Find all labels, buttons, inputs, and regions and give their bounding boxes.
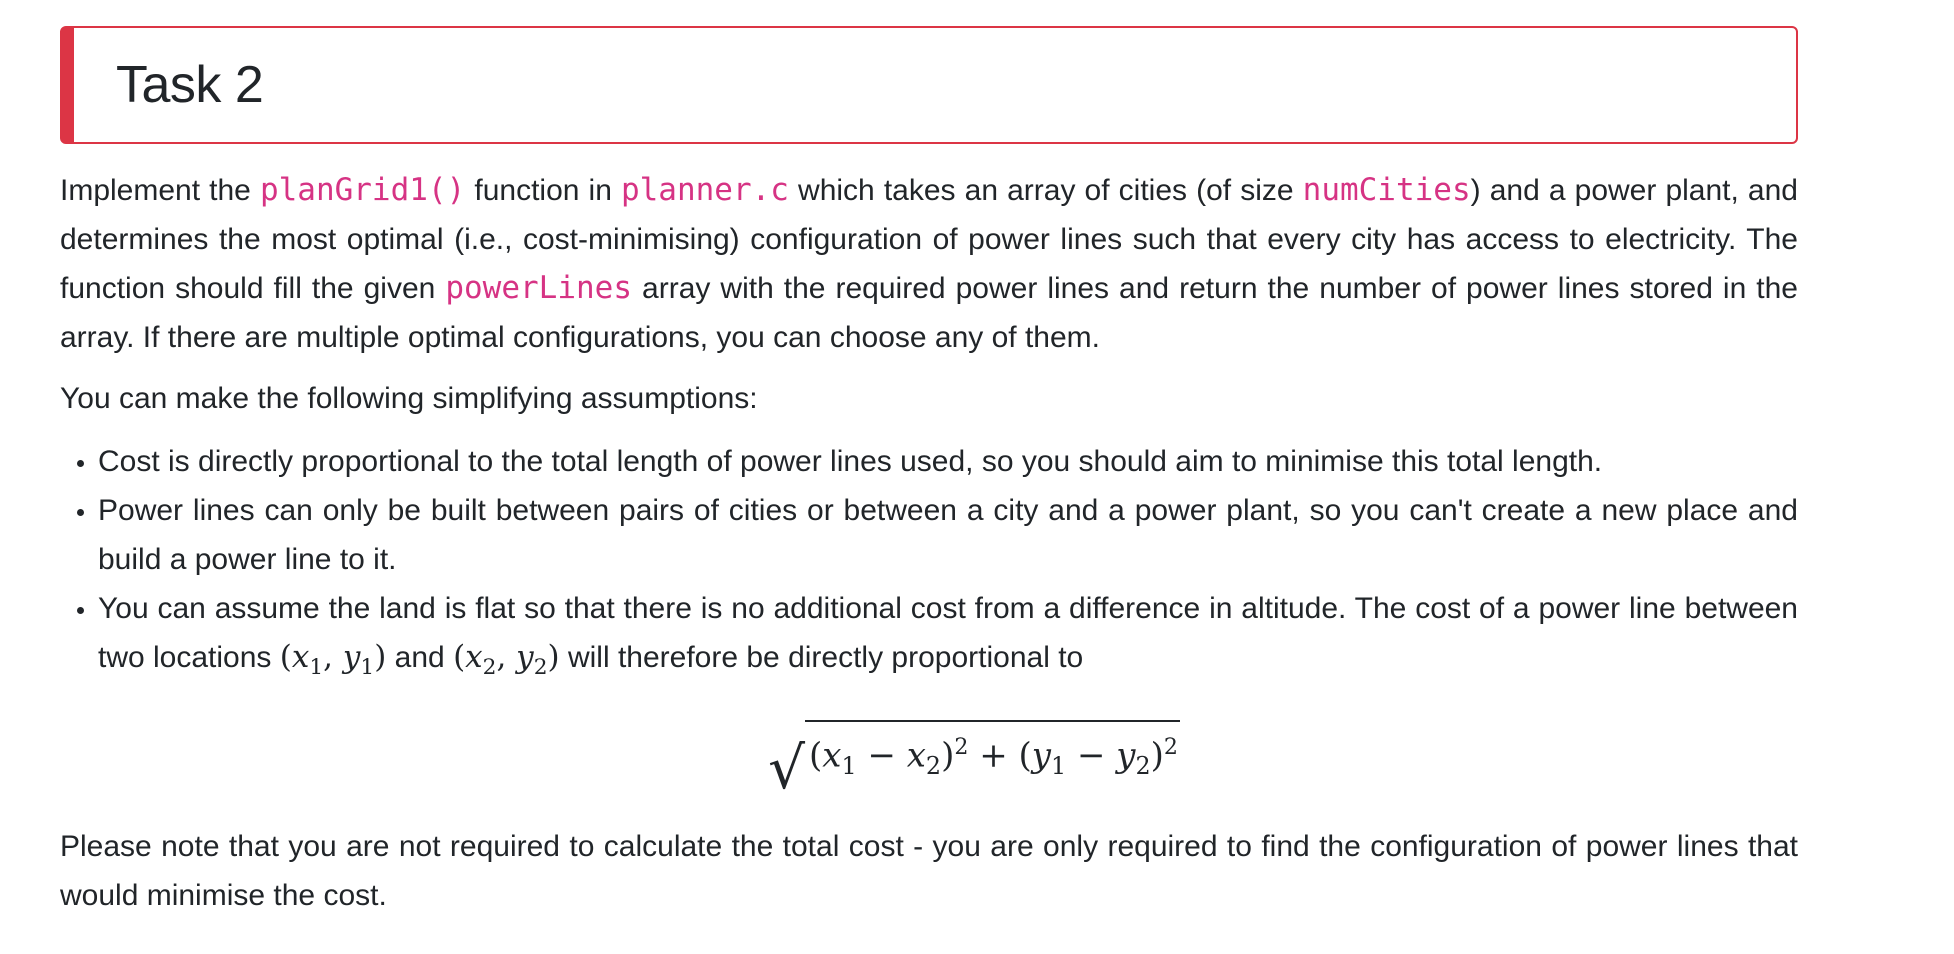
list-item — [98, 437, 1798, 486]
intro-text-5: array with the required power lines and return the number of power lines stored in the array. If there are multiple optimal configurations, you can choose any of them. — [60, 272, 1798, 354]
task-page — [60, 26, 1798, 932]
assumptions-intro: You can make the following simplifying assumptions: — [60, 382, 758, 415]
assumptions-list — [60, 437, 1798, 802]
intro-text-3: which takes an array of cities (of size — [788, 174, 1303, 207]
intro-text-1: Implement the — [60, 174, 260, 207]
math-point-2: ($x_2$, $y_2$) — [453, 639, 560, 681]
list-item — [98, 584, 1798, 802]
bullet-text-1: Cost is directly proportional to the total length of power lines used, so you should aim to minimise this total length. — [98, 445, 1603, 478]
bullet-text-3a: You can assume the land is flat so that there is no additional cost from a difference in altitude. The cost of a power line between two locations — [98, 592, 1798, 674]
list-item — [98, 486, 1798, 584]
bullet-text-2: Power lines can only be built between pairs of cities or between a city and a power plant, so you can't create a new place and build a power line to it. — [98, 494, 1798, 576]
note-paragraph: Please note that you are not required to calculate the total cost - you are only required to find the configuration of power lines that would minimise the cost. — [60, 830, 1798, 913]
sqrt-symbol: √ — [768, 733, 806, 802]
code-numcities: numCities — [1302, 172, 1471, 208]
code-planner-c: planner.c — [620, 172, 789, 208]
task-content — [60, 166, 1798, 920]
task-title: Task 2 — [116, 56, 264, 114]
code-powerlines: powerLines — [445, 270, 632, 306]
intro-text-2: function in — [465, 174, 621, 207]
bullet-text-3c: will therefore be directly proportional to — [559, 641, 1084, 674]
bullet-text-3b: and — [386, 641, 454, 674]
intro-paragraph — [60, 166, 1798, 362]
math-point-1: ($x_1$, $y_1$) — [279, 639, 387, 681]
code-plangrid1: planGrid1() — [259, 172, 466, 208]
formula-radicand: $(x_1 - x_2)^2 + (y_1 - y_2)^2$ — [805, 720, 1180, 789]
distance-formula — [98, 714, 1798, 802]
intro-text-4: ) and a power plant, and determines the most optimal (i.e., cost-minimising) configuration of power lines such that every city has access to electricity. The function should fill the given — [60, 174, 1798, 305]
task-header — [60, 26, 1798, 144]
